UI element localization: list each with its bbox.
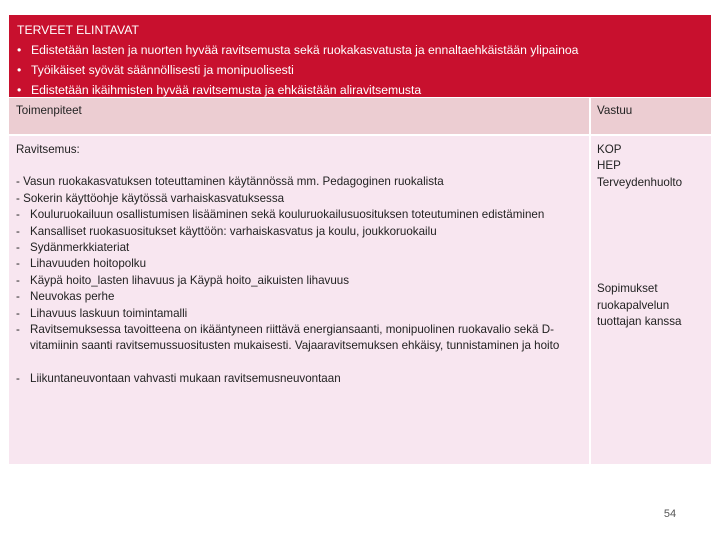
list-item: - Ravitsemuksessa tavoitteena on ikääntyneen riittävä energiansaanti, monipuolinen ruokavalio sekä D-vitamiinin saanti ravitsemussuositusten mukaisesti. Vajaaravitsemuksen ehkäisy, tunnistaminen ja hoito bbox=[16, 323, 560, 353]
header-bullet-text: Työikäiset syövät säännöllisesti ja monipuolisesti bbox=[31, 63, 294, 77]
list-item: - Kouluruokailuun osallistumisen lisääminen sekä kouluruokailusuosituksen toteutuminen edistäminen bbox=[16, 208, 545, 222]
responsible-line: KOP bbox=[597, 143, 622, 156]
list-item: - Käypä hoito_lasten lihavuus ja Käypä hoito_aikuisten lihavuus bbox=[16, 273, 350, 287]
header-bullet bbox=[17, 60, 703, 80]
responsible-line: ruokapalvelun bbox=[597, 298, 670, 312]
responsible-top bbox=[597, 142, 705, 191]
section-title: Ravitsemus: bbox=[16, 143, 80, 156]
bullet-dot: • bbox=[17, 83, 22, 97]
responsible-line: Sopimukset bbox=[597, 282, 658, 296]
responsible-bottom bbox=[597, 281, 705, 330]
actions-table bbox=[9, 98, 711, 464]
list-item: - Sydänmerkkiateriat bbox=[16, 241, 130, 255]
bullet-dot: • bbox=[17, 43, 22, 57]
list-item-last: - Liikuntaneuvontaan vahvasti mukaan ravitsemusneuvontaan bbox=[16, 371, 341, 385]
header-banner bbox=[9, 15, 711, 97]
page-number: 54 bbox=[663, 508, 677, 520]
responsible-line: HEP bbox=[597, 159, 621, 173]
responsible-cell bbox=[591, 136, 711, 464]
bullet-dot: • bbox=[17, 63, 22, 77]
list-item: - Neuvokas perhe bbox=[16, 290, 115, 304]
responsible-line: tuottajan kanssa bbox=[597, 315, 682, 329]
actions-cell bbox=[9, 136, 589, 464]
header-bullet-text: Edistetään lasten ja nuorten hyvää ravitsemusta sekä ruokakasvatusta ja ennaltaehkäistään ylipainoa bbox=[31, 43, 579, 57]
header-bullet bbox=[17, 40, 703, 60]
column-header-actions: Toimenpiteet bbox=[9, 98, 589, 134]
plain-item: - Sokerin käyttöohje käytössä varhaiskasvatuksessa bbox=[16, 191, 285, 205]
list-item: - Lihavuuden hoitopolku bbox=[16, 257, 147, 271]
header-title: TERVEET ELINTAVAT bbox=[17, 23, 139, 37]
list-item: - Lihavuus laskuun toimintamalli bbox=[16, 306, 188, 320]
plain-item: - Vasun ruokakasvatuksen toteuttaminen käytännössä mm. Pedagoginen ruokalista bbox=[16, 175, 444, 189]
column-header-responsible: Vastuu bbox=[591, 98, 711, 134]
list-item: - Kansalliset ruokasuositukset käyttöön: varhaiskasvatus ja koulu, joukkoruokailu bbox=[16, 224, 437, 238]
header-bullet-text: Edistetään ikäihmisten hyvää ravitsemusta ja ehkäistään aliravitsemusta bbox=[31, 83, 422, 97]
responsible-line: Terveydenhuolto bbox=[597, 175, 683, 189]
header-bullet bbox=[17, 80, 703, 100]
